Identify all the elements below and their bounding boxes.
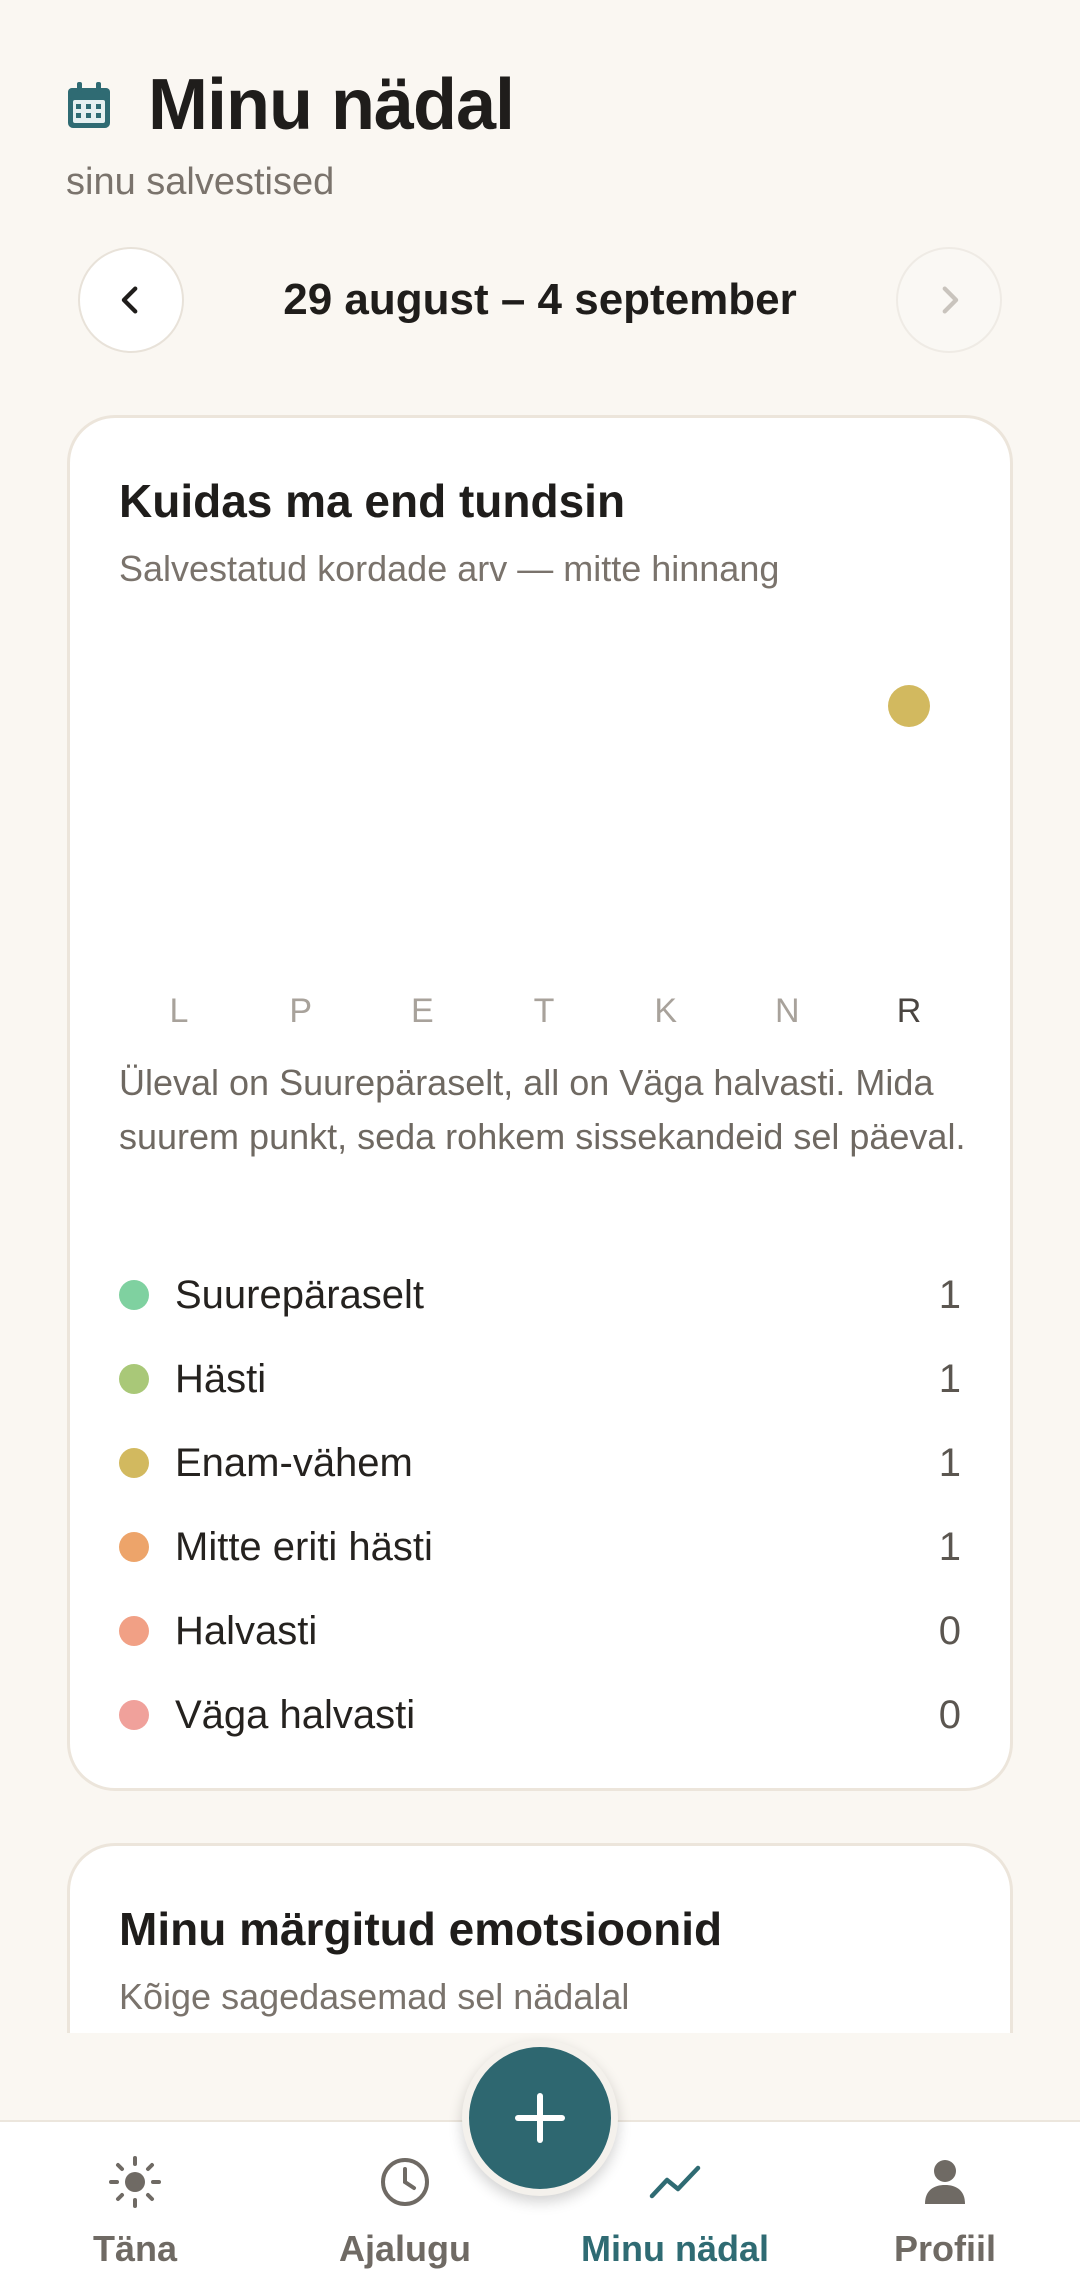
plus-icon [510,2088,570,2148]
emotions-card-subtitle: Kõige sagedasemad sel nädalal [119,1976,630,2017]
next-week-button[interactable] [896,247,1002,353]
mood-card [67,415,1013,1791]
calendar-icon [66,80,112,130]
legend-row [119,1253,961,1337]
day-label: L [169,992,189,1030]
trend-icon [647,2154,703,2210]
tab-today[interactable] [0,2122,270,2293]
legend-count: 1 [938,1524,961,1569]
page-title: Minu nädal [148,65,514,145]
legend-label: Mitte eriti hästi [175,1524,433,1569]
tab-my-week-label: Minu nädal [581,2228,769,2269]
legend-label: Suurepäraselt [175,1272,425,1317]
legend-label: Enam-vähem [175,1440,413,1485]
legend-count: 1 [938,1440,961,1485]
page-subtitle: sinu salvestised [66,161,335,203]
day-label: T [533,992,555,1030]
legend-row [119,1673,961,1757]
chevron-left-icon [114,283,148,317]
chart-explanation: Üleval on Suurepäraselt, all on Väga halvasti. Mida suurem punkt, seda rohkem sissekandeid sel päeval. [119,1062,966,1157]
legend-row [119,1337,961,1421]
add-entry-button[interactable] [462,2040,618,2196]
day-label: P [289,992,313,1030]
clock-icon [377,2154,433,2210]
emotions-card-title: Minu märgitud emotsioonid [119,1903,723,1955]
tab-profile-label: Profiil [893,2228,996,2269]
tab-today-label: Täna [92,2228,178,2269]
header [66,55,1014,204]
mood-chart-svg [119,618,969,1038]
previous-week-button[interactable] [78,247,184,353]
day-label: N [775,992,800,1030]
mood-chart [119,618,969,1038]
legend-color-dot [119,1616,149,1646]
chevron-right-icon [932,283,966,317]
legend-color-dot [119,1532,149,1562]
legend-color-dot [119,1364,149,1394]
legend-label: Halvasti [175,1608,318,1653]
day-label: E [410,992,434,1030]
tab-profile[interactable] [810,2122,1080,2293]
mood-card-title: Kuidas ma end tundsin [119,475,626,527]
person-icon [917,2154,973,2210]
legend-row [119,1505,961,1589]
tab-history-label: Ajalugu [339,2228,471,2269]
legend-row [119,1421,961,1505]
legend-count: 0 [938,1692,961,1737]
mood-card-subtitle: Salvestatud kordade arv — mitte hinnang [119,548,780,589]
legend-count: 1 [938,1272,961,1317]
legend-row [119,1589,961,1673]
legend-color-dot [119,1280,149,1310]
mood-legend [119,1253,961,1757]
sun-icon [107,2154,163,2210]
week-navigator [78,246,1002,354]
legend-color-dot [119,1448,149,1478]
legend-count: 1 [938,1356,961,1401]
day-label: K [654,992,678,1030]
legend-label: Väga halvasti [175,1692,416,1737]
mood-point [888,685,930,727]
legend-count: 0 [938,1608,961,1653]
week-range-label: 29 august – 4 september [283,275,797,324]
legend-label: Hästi [175,1356,267,1401]
day-label: R [896,992,922,1030]
legend-color-dot [119,1700,149,1730]
